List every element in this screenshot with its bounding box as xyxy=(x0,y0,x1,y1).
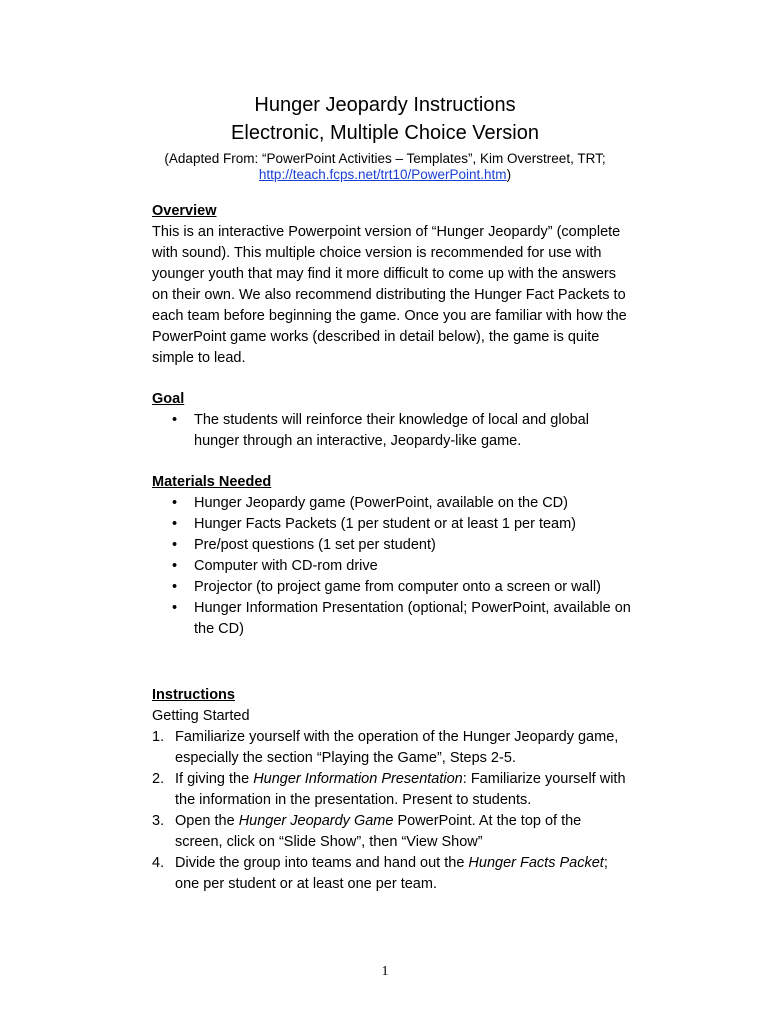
bullet-icon: • xyxy=(172,516,178,532)
overview-heading: Overview xyxy=(152,203,217,219)
list-item: 3. Open the Hunger Jeopardy Game PowerPoint. At the top of the screen, click on “Slide Show”, then “View Show” xyxy=(152,813,582,850)
list-item: • Pre/post questions (1 set per student) xyxy=(152,535,632,556)
list-item: 2. If giving the Hunger Information Presentation: Familiarize yourself with the information in the presentation. Present to students. xyxy=(152,771,626,808)
list-item: • Hunger Information Presentation (optional; PowerPoint, available on the CD) xyxy=(172,600,631,637)
bullet-icon: • xyxy=(172,537,178,553)
document-subtitle: Electronic, Multiple Choice Version xyxy=(231,122,539,144)
bullet-icon: • xyxy=(172,579,178,595)
bullet-icon: • xyxy=(172,412,178,428)
bullet-icon: • xyxy=(172,600,178,616)
source-credit-link-line xyxy=(0,165,770,185)
goal-section xyxy=(152,389,632,452)
bullet-icon: • xyxy=(172,495,178,511)
list-item: • Hunger Jeopardy game (PowerPoint, available on the CD) xyxy=(152,493,632,514)
goal-heading: Goal xyxy=(152,391,185,407)
materials-heading: Materials Needed xyxy=(152,474,272,490)
overview-section xyxy=(152,201,632,369)
source-credit: (Adapted From: “PowerPoint Activities – Templates”, Kim Overstreet, TRT; xyxy=(164,151,606,166)
list-item: 1. Familiarize yourself with the operation of the Hunger Jeopardy game, especially the section “Playing the Game”, Steps 2-5. xyxy=(152,729,619,766)
list-item: 4. Divide the group into teams and hand out the Hunger Facts Packet; one per student or at least one per team. xyxy=(152,855,608,892)
list-item: • Projector (to project game from computer onto a screen or wall) xyxy=(152,577,632,598)
materials-section xyxy=(152,472,632,640)
bullet-icon: • xyxy=(172,558,178,574)
source-credit-close: ) xyxy=(506,167,512,182)
instructions-section xyxy=(152,685,632,895)
getting-started-subheading: Getting Started xyxy=(152,708,250,724)
overview-text: This is an interactive Powerpoint version of “Hunger Jeopardy” (complete with sound). This multiple choice version is recommended for use with younger youth that may find it more difficult to come up with the answers on their own. We also recommend distributing the Hunger Fact Packets to each team before beginning the game. Once you are familiar with how the PowerPoint game works (described in detail below), the game is quite simple to lead. xyxy=(152,224,627,366)
list-item: • The students will reinforce their knowledge of local and global hunger through an interactive, Jeopardy-like game. xyxy=(172,412,589,449)
source-link[interactable]: http://teach.fcps.net/trt10/PowerPoint.htm xyxy=(258,167,507,182)
page-number: 1 xyxy=(381,964,389,979)
list-item: • Computer with CD-rom drive xyxy=(152,556,632,577)
instructions-heading: Instructions xyxy=(152,687,235,703)
list-item: • Hunger Facts Packets (1 per student or at least 1 per team) xyxy=(152,514,632,535)
document-title: Hunger Jeopardy Instructions xyxy=(254,94,516,116)
